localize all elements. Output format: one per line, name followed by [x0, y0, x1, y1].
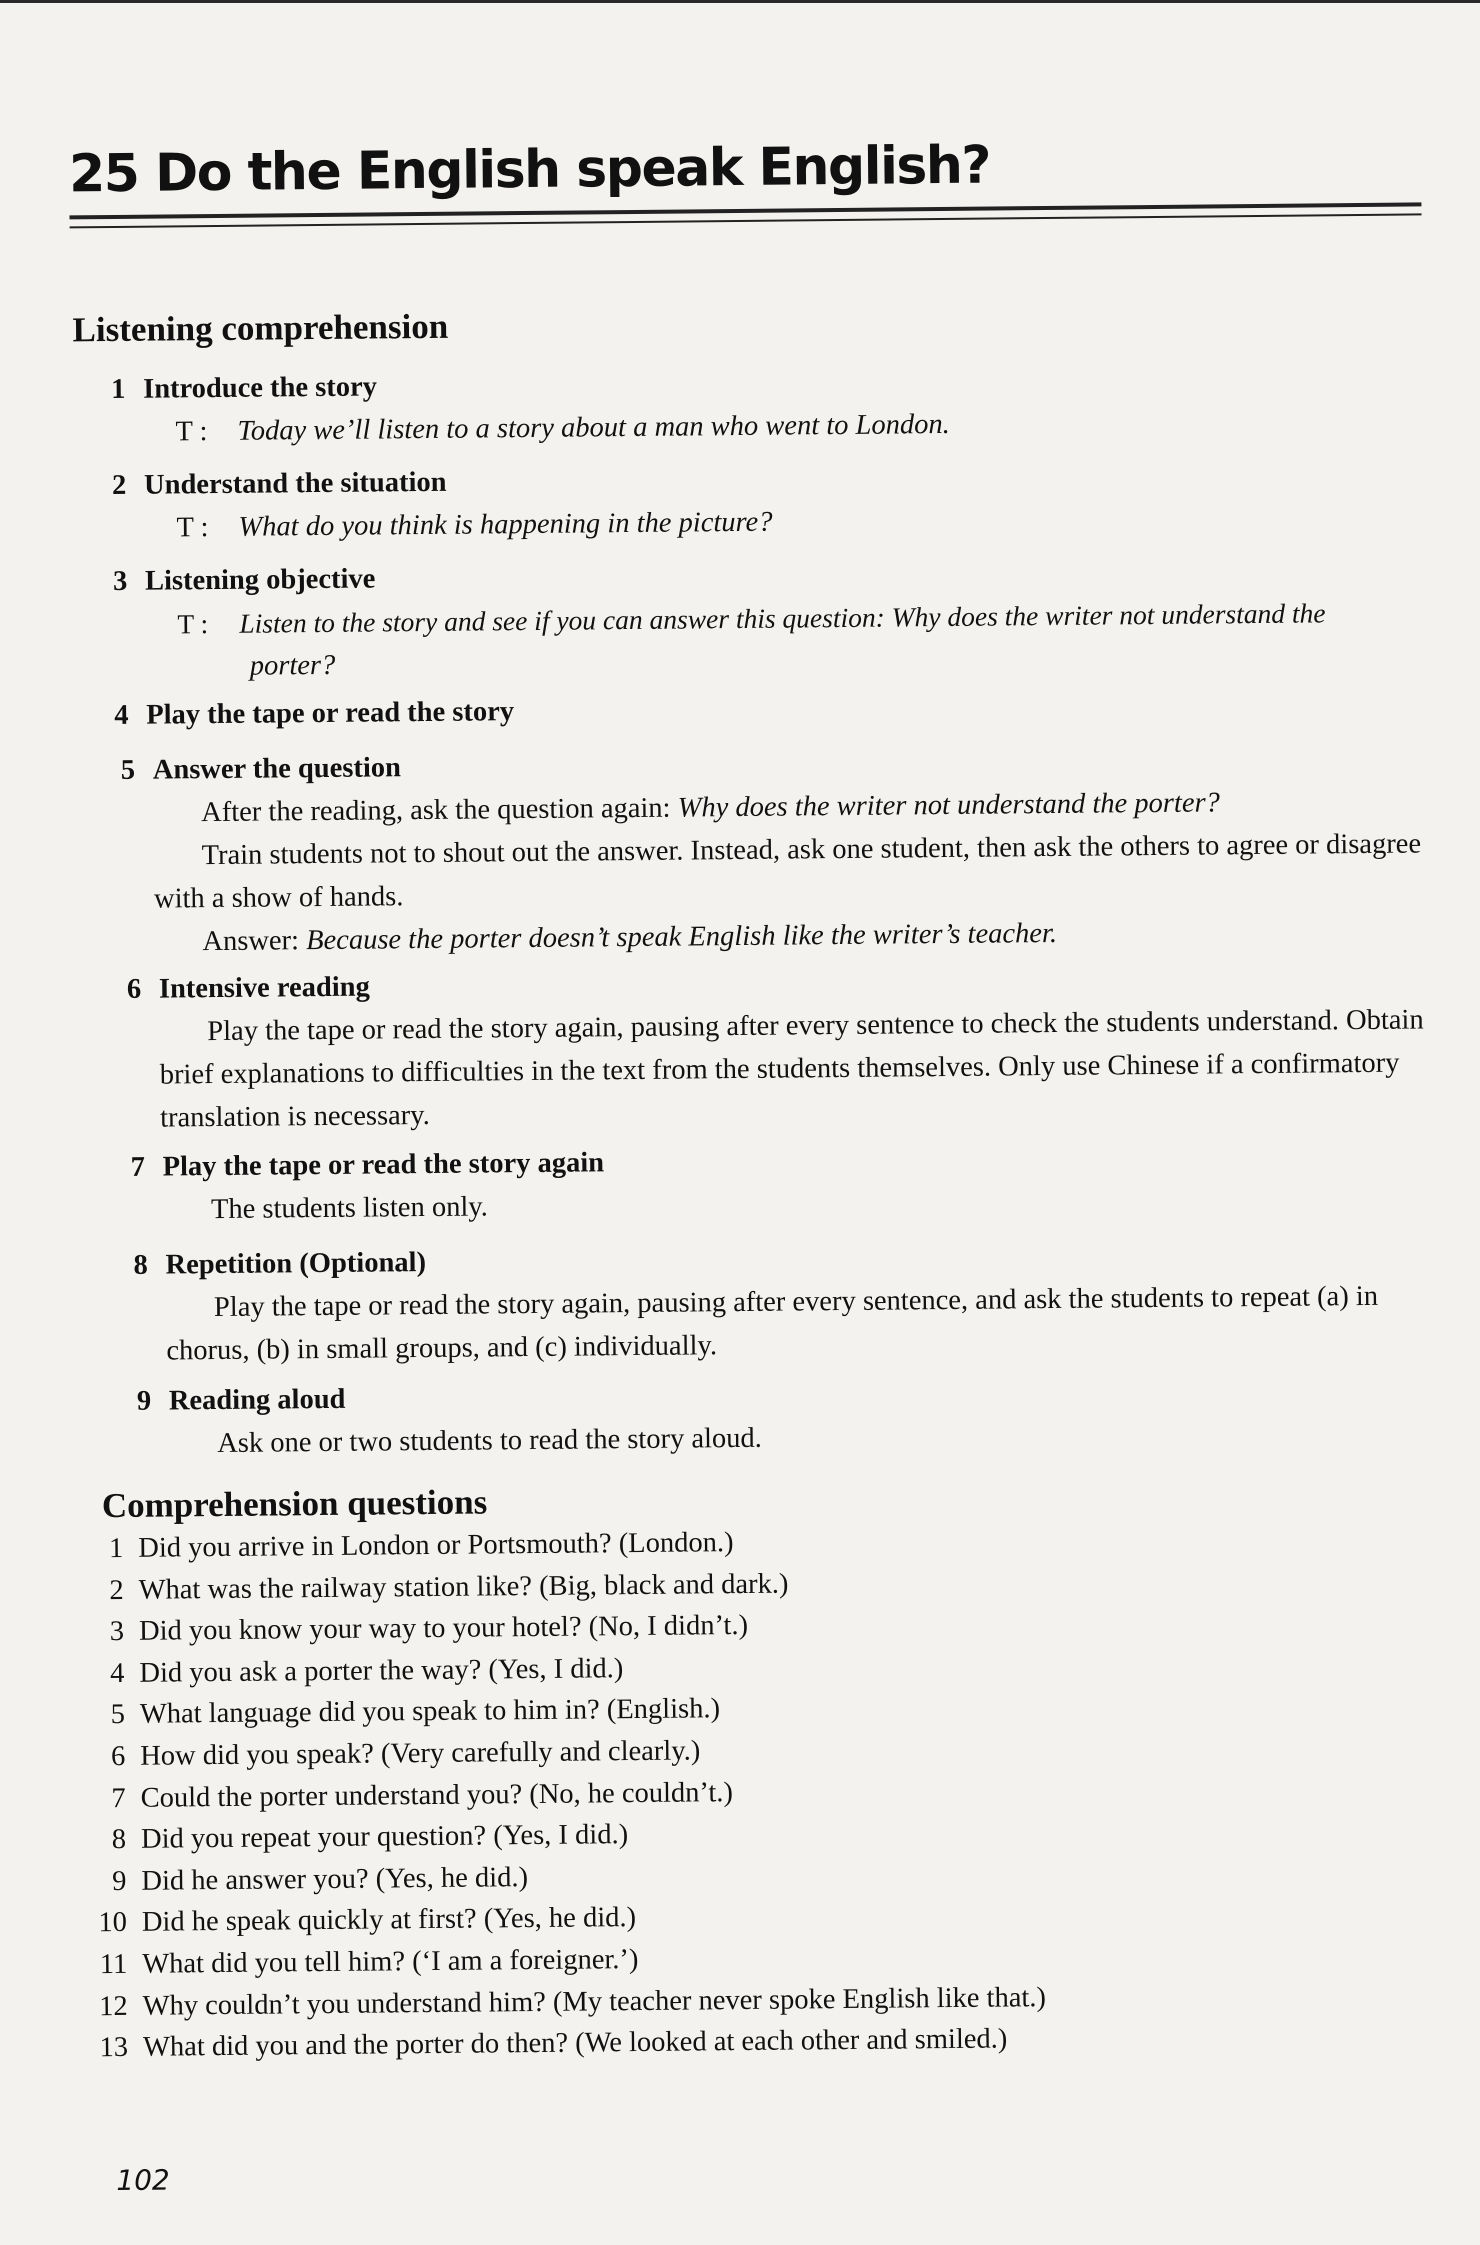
question-text: Did he answer you? (Yes, he did.): [141, 1861, 529, 1897]
step-1: [111, 355, 1424, 453]
answer-text: Because the porter doesn’t speak English like the writer’s teacher.: [306, 917, 1058, 957]
teacher-speech: What do you think is happening in the picture?: [238, 506, 773, 543]
step-3: [112, 547, 1436, 688]
teacher-label: T: [175, 416, 193, 448]
question-number: 9: [112, 1865, 127, 1897]
question-text: Did he speak quickly at first? (Yes, he did.): [141, 1902, 637, 1939]
step-title: Listening objective: [144, 563, 376, 597]
question-text: Did you repeat your question? (Yes, I did.): [140, 1819, 629, 1855]
question-number: 8: [111, 1824, 127, 1856]
label-separator: :: [199, 416, 208, 448]
paragraph-text: After the reading, ask the question again:: [201, 792, 678, 829]
step-6: [126, 955, 1451, 1139]
teacher-label: T: [176, 512, 194, 544]
step-number: 7: [130, 1151, 146, 1183]
step-number: 2: [111, 469, 127, 501]
step-paragraph: The students listen only.: [210, 1191, 488, 1226]
teacher-label: T: [177, 608, 194, 640]
question-number: 3: [109, 1616, 125, 1648]
question-text: Did you ask a porter the way? (Yes, I did.): [139, 1652, 624, 1689]
step-9: [136, 1367, 1450, 1465]
step-title: Repetition (Optional): [165, 1247, 427, 1281]
question-number: 4: [110, 1657, 125, 1689]
step-number: 3: [112, 565, 128, 597]
teacher-speech: Today we’ll listen to a story about a man who went to London.: [237, 408, 950, 447]
question-number: 11: [99, 1948, 128, 1981]
step-number: 5: [120, 754, 136, 786]
step-8: [133, 1231, 1456, 1372]
question-number: 12: [99, 1990, 128, 2022]
question-number: 1: [108, 1532, 124, 1565]
question-list: [98, 1516, 1331, 2068]
section-heading-listening: Listening comprehension: [72, 306, 449, 350]
question-text: What was the railway station like? (Big, black and dark.): [138, 1568, 789, 1606]
label-separator: :: [200, 512, 209, 544]
step-title: Play the tape or read the story: [146, 696, 515, 731]
step-title: Intensive reading: [158, 971, 370, 1005]
question-text: What language did you speak to him in? (English.): [139, 1693, 721, 1731]
step-paragraph: Play the tape or read the story again, pausing after every sentence, and ask the students to repeat (a) in chorus, (b) in small groups, and (c) individually.: [166, 1280, 1379, 1367]
question-text: How did you speak? (Very carefully and clearly.): [140, 1735, 701, 1772]
chapter-title: 25 Do the English speak English?: [68, 135, 991, 205]
question-text: Did you arrive in London or Portsmouth? (London.): [138, 1527, 734, 1564]
question-text: What did you and the porter do then? (We looked at each other and smiled.): [142, 2023, 1008, 2063]
step-paragraph: Play the tape or read the story again, pausing after every sentence to check the students understand. Obtain brief explanations to difficulties in the text from the students themselves. Only use Chinese if a confirmatory translation is necessary.: [159, 1004, 1424, 1134]
step-7: [130, 1133, 1443, 1231]
step-number: 1: [111, 373, 126, 406]
label-separator: :: [200, 608, 209, 640]
teacher-speech-continued: porter?: [249, 649, 336, 682]
step-number: 9: [136, 1385, 152, 1417]
step-4: [114, 681, 1426, 736]
step-2: [111, 451, 1425, 549]
step-title: Understand the situation: [143, 466, 447, 501]
teacher-speech: Listen to the story and see if you can answer this question: Why does the writer not understand the: [239, 597, 1326, 639]
step-paragraph: Ask one or two students to read the story aloud.: [217, 1422, 762, 1460]
answer-label: Answer:: [202, 925, 307, 958]
step-number: 8: [133, 1249, 148, 1281]
step-number: 4: [114, 699, 129, 731]
section-heading-comprehension: Comprehension questions: [101, 1482, 488, 1526]
question-number: 7: [111, 1782, 126, 1814]
question-text: Could the porter understand you? (No, he couldn’t.): [140, 1776, 734, 1814]
question-text: What did you tell him? (‘I am a foreigner.’): [142, 1943, 639, 1980]
step-title: Play the tape or read the story again: [162, 1147, 605, 1183]
step-paragraph: Train students not to shout out the answer. Instead, ask one student, then ask the others to agree or disagree with a show of hands.: [153, 828, 1422, 915]
question-number: 2: [109, 1574, 124, 1606]
question-text: Why couldn’t you understand him? (My teacher never spoke English like that.): [142, 1981, 1047, 2022]
step-title: Reading aloud: [168, 1383, 346, 1417]
question-text: Did you know your way to your hotel? (No, I didn’t.): [138, 1610, 749, 1647]
question-number: 10: [98, 1907, 128, 1939]
question-number: 5: [110, 1699, 126, 1731]
paragraph-italic: Why does the writer not understand the porter?: [677, 787, 1221, 824]
step-title: Introduce the story: [143, 371, 378, 405]
step-number: 6: [126, 973, 142, 1005]
step-5: [120, 736, 1445, 963]
page-number: 102: [116, 2163, 170, 2198]
question-number: 13: [99, 2032, 129, 2064]
question-number: 6: [110, 1740, 126, 1773]
step-title: Answer the question: [152, 752, 402, 786]
